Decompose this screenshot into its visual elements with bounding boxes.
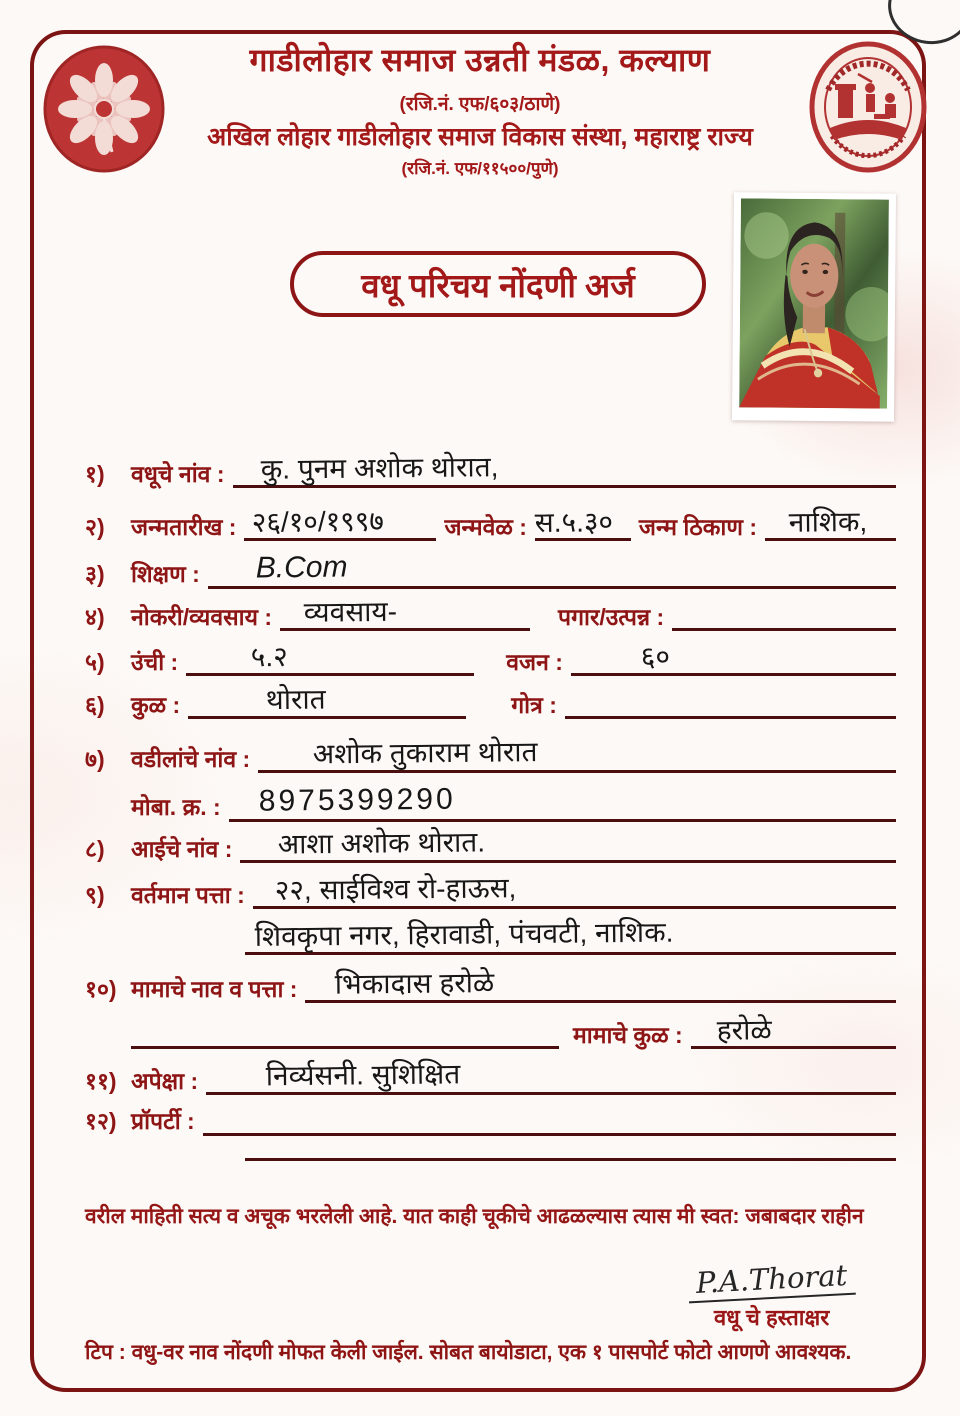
field-underline (691, 1016, 896, 1049)
field-number: २) (85, 513, 105, 540)
field-underline (535, 508, 631, 541)
field-clan-gotra (85, 683, 896, 719)
field-label: पगार/उत्पन्न : (558, 603, 665, 630)
field-underline (244, 505, 436, 541)
field-underline (245, 916, 896, 955)
field-birth-details (85, 505, 896, 541)
field-underline (229, 782, 896, 822)
field-property (85, 1107, 896, 1136)
field-mobile-number (85, 782, 896, 822)
field-number: ११) (85, 1067, 117, 1094)
bride-signature: P.A.Thorat (687, 1258, 856, 1304)
blacksmith-community-emblem-seal-icon (808, 40, 928, 174)
field-number: ८) (85, 835, 105, 862)
field-underline (565, 708, 896, 719)
form-title-box (290, 251, 706, 317)
handwritten-bride-name: कु. पुनम अशोक थोरात, (260, 451, 499, 485)
field-label: आईचे नांव : (131, 835, 233, 862)
field-underline (672, 620, 896, 631)
field-underline (131, 1038, 559, 1049)
field-number: ६) (85, 691, 105, 718)
field-number: १०) (85, 975, 117, 1002)
handwritten-father-name: अशोक तुकाराम थोरात (312, 736, 538, 770)
field-label: कुळ : (131, 691, 181, 718)
handwritten-gotra (565, 705, 896, 709)
field-underline (253, 872, 896, 909)
org-subtitle: अखिल लोहार गाडीलोहार समाज विकास संस्था, महाराष्ट्र राज्य (207, 123, 753, 151)
handwritten-occupation: व्यवसाय- (303, 595, 398, 628)
field-label: वजन : (506, 648, 563, 675)
handwritten-mother-name: आशा अशोक थोरात. (278, 826, 486, 860)
field-label: प्रॉपर्टी : (131, 1108, 195, 1134)
field-label: जन्म ठिकाण : (638, 513, 758, 540)
handwritten-height: ५.२ (250, 640, 289, 673)
handwritten-birth-date: २६/१०/१९९७ (252, 505, 385, 538)
field-underline (233, 451, 897, 488)
handwritten-address-line2: शिवकृपा नगर, हिरावाडी, पंचवटी, नाशिक. (254, 916, 674, 952)
field-underline (245, 1150, 896, 1161)
field-underline (240, 826, 896, 863)
field-underline (258, 736, 896, 773)
field-bride-name (85, 451, 896, 488)
handwritten-birth-time: स.५.३० (534, 506, 614, 538)
org-reg-no-2: (रजि.नं. एफ/११५००/पुणे) (401, 159, 559, 178)
declaration-text: वरील माहिती सत्य व अचूक भरलेली आहे. यात काही चूकीचे आढळल्यास त्यास मी स्वत: जबाबदार राहीन (85, 1205, 864, 1228)
field-underline (571, 640, 896, 676)
field-occupation (85, 595, 896, 631)
field-number: ५) (85, 648, 105, 675)
handwritten-birth-place: नाशिक, (788, 505, 868, 538)
field-father-name (85, 736, 896, 773)
handwritten-expectations: निर्व्यसनी. सुशिक्षित (265, 1058, 461, 1092)
field-underline (765, 505, 896, 541)
handwritten-mobile-number: 8975399290 (258, 782, 456, 818)
field-label: उंची : (131, 648, 179, 675)
footer-note: टिप : वधु-वर नाव नोंदणी मोफत केली जाईल. सोबत बायोडाटा, एक १ पासपोर्ट फोटो आणणे आवश्यक. (85, 1341, 852, 1364)
field-number: ७) (85, 745, 105, 772)
field-label: नोकरी/व्यवसाय : (131, 603, 273, 630)
field-number: १२) (85, 1108, 117, 1134)
field-number: ४) (85, 603, 105, 630)
handwritten-address-line1: २२, साईविश्व रो-हाऊस, (274, 872, 517, 906)
bride-photo (732, 192, 896, 421)
field-property-line2 (85, 1150, 896, 1161)
field-current-address (85, 872, 896, 909)
field-label: वधूचे नांव : (131, 460, 225, 487)
field-label: शिक्षण : (131, 560, 200, 587)
handwritten-clan: थोरात (265, 683, 327, 716)
signature-block (688, 1258, 855, 1332)
handwritten-education: B.Com (255, 550, 348, 585)
field-underline (305, 967, 896, 1003)
handwritten-uncle-name: भिकादास हरोळे (335, 967, 495, 1000)
org-title: गाडीलोहार समाज उन्नती मंडळ, कल्याण (249, 42, 711, 78)
field-underline (188, 683, 466, 719)
field-underline (203, 1125, 896, 1136)
field-education (85, 550, 896, 589)
field-label: जन्मवेळ : (444, 513, 527, 540)
field-label: वडीलांचे नांव : (131, 745, 251, 772)
handwritten-property (203, 1117, 896, 1125)
field-mother-name (85, 826, 896, 863)
lotus-seal-icon (42, 44, 166, 174)
signature-label: वधू चे हस्ताक्षर (714, 1305, 830, 1330)
field-underline (206, 1058, 896, 1095)
field-uncle-name-address (85, 967, 896, 1003)
handwritten-weight: ६० (640, 640, 671, 673)
handwritten-income (672, 618, 896, 621)
field-label: गोत्र : (511, 691, 557, 718)
field-number: १) (85, 460, 105, 487)
field-label: मामाचे नाव व पत्ता : (131, 975, 298, 1002)
field-underline (186, 640, 474, 676)
field-current-address-line2 (85, 916, 896, 955)
field-label: अपेक्षा : (131, 1067, 199, 1094)
field-label: मोबा. क्र. : (131, 793, 221, 820)
field-number: ९) (85, 881, 105, 908)
field-height-weight (85, 640, 896, 676)
handwritten-uncle-clan: हरोळे (716, 1014, 772, 1046)
org-reg-no-1: (रजि.नं. एफ/६०३/ठाणे) (399, 94, 561, 115)
field-label: जन्मतारीख : (131, 513, 237, 540)
field-label: मामाचे कुळ : (573, 1021, 683, 1048)
field-label: वर्तमान पत्ता : (131, 881, 245, 908)
form-title: वधू परिचय नोंदणी अर्ज (361, 266, 635, 304)
field-number: ३) (85, 560, 105, 587)
field-underline (280, 595, 530, 631)
field-uncle-clan (85, 1016, 896, 1049)
field-underline (208, 550, 896, 589)
field-expectations (85, 1058, 896, 1095)
